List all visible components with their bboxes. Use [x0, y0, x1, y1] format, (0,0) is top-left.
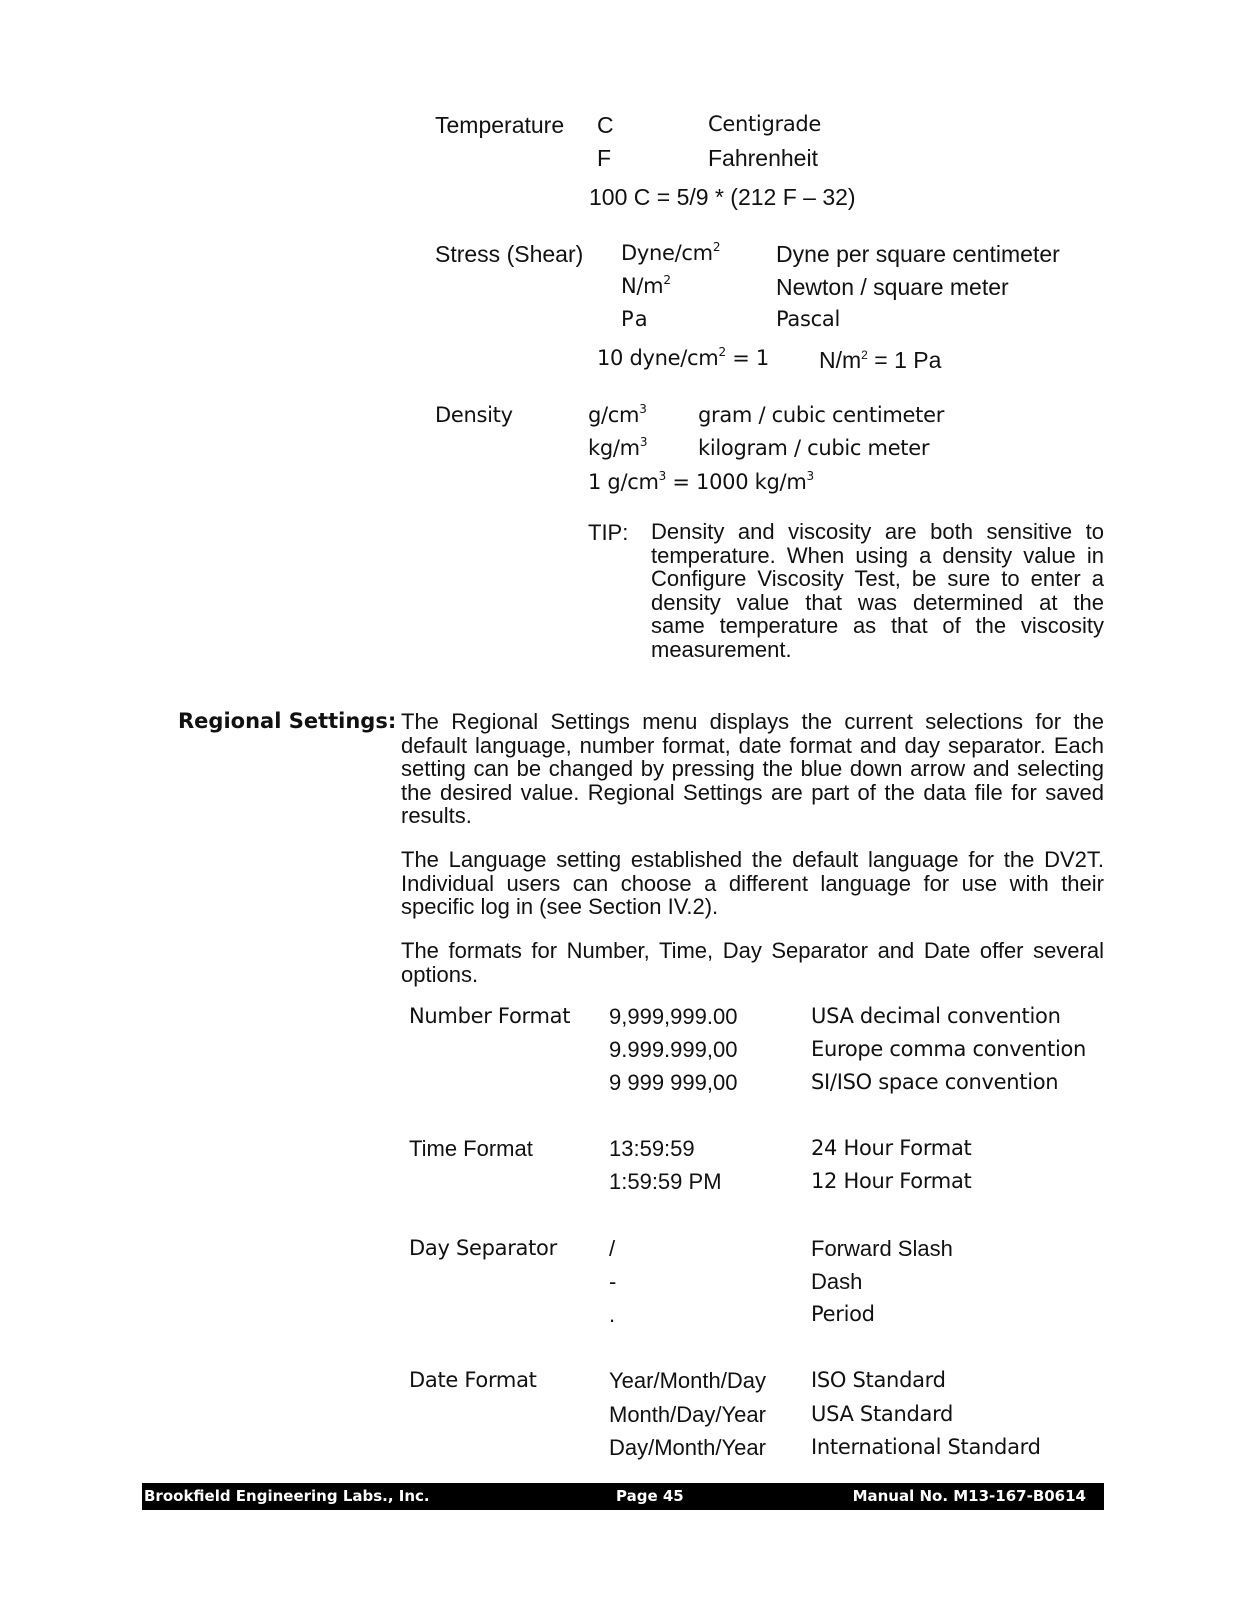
temperature-symbol-f: F [597, 145, 612, 171]
stress-unit-dyne: Dyne/$cm^2$ [621, 240, 721, 265]
number-format-desc: SI/ISO space convention [811, 1070, 1059, 1094]
day-separator-desc: Forward Slash [811, 1236, 953, 1261]
date-format-desc: ISO Standard [811, 1368, 946, 1392]
footer-manual-number: Manual No. M13-167-B0614 [852, 1487, 1086, 1505]
stress-formula-left: 10 dyne/$cm^2 = 1$ [597, 345, 769, 370]
number-format-value: 9.999.999,00 [609, 1037, 738, 1062]
tip-label: TIP: [588, 520, 629, 545]
stress-unit-nm: $N/m^2$ [621, 273, 671, 298]
stress-name-nm: Newton / square meter [776, 274, 1009, 300]
density-unit-kgm: $kg/m^3$ [588, 435, 648, 460]
day-separator-desc: Dash [811, 1269, 863, 1294]
time-format-desc: 12 Hour Format [811, 1169, 972, 1193]
temperature-name-f: Fahrenheit [708, 145, 818, 171]
temperature-label: Temperature [435, 112, 565, 138]
time-format-value: 13:59:59 [609, 1136, 695, 1161]
number-format-value: 9 999 999,00 [609, 1070, 738, 1095]
date-format-value: Day/Month/Year [609, 1435, 766, 1460]
day-separator-value: . [609, 1302, 616, 1327]
footer-company: Brookfield Engineering Labs., Inc. [144, 1487, 430, 1505]
date-format-desc: USA Standard [811, 1402, 954, 1426]
number-format-desc: Europe comma convention [811, 1037, 1087, 1061]
density-unit-gcm: $g/cm^3$ [588, 402, 647, 427]
day-separator-value: - [609, 1269, 617, 1294]
day-separator-desc: Period [811, 1302, 875, 1326]
regional-paragraph-1: The Regional Settings menu displays the current selections for the default language, number format, date format and day separator. Each setting can be changed by pressing the blue down arrow and selecting the desired value. Regional Settings are part of the data file for saved results. [401, 709, 1104, 829]
day-separator-label: Day Separator [409, 1236, 557, 1260]
date-format-value: Month/Day/Year [609, 1402, 766, 1427]
number-format-value: 9,999,999.00 [609, 1004, 738, 1029]
temperature-name-c: Centigrade [708, 112, 822, 136]
date-format-label: Date Format [409, 1368, 537, 1392]
temperature-symbol-c: C [597, 112, 614, 138]
regional-paragraph-2: The Language setting established the default language for the DV2T. Individual users can choose a different language for use with their specific log in (see Section IV.2). [401, 847, 1104, 920]
time-format-label: Time Format [409, 1136, 533, 1161]
stress-label: Stress (Shear) [435, 241, 584, 267]
stress-name-dyne: Dyne per square centimeter [776, 241, 1060, 267]
tip-text: Density and viscosity are both sensitive to temperature. When using a density value in Configure Viscosity Test, be sure to enter a density value that was determined at the same temperature as that of the viscosity measurement. [651, 519, 1104, 662]
density-name-kgm: kilogram / cubic meter [698, 436, 930, 460]
density-formula: 1 $g/cm^3 = 1000$ $kg/m^3$ [588, 469, 814, 494]
stress-formula-right: $N/m^2 = 1$ Pa [819, 347, 942, 373]
number-format-label: Number Format [409, 1004, 571, 1028]
time-format-value: 1:59:59 PM [609, 1169, 722, 1194]
number-format-desc: USA decimal convention [811, 1004, 1061, 1028]
footer-page-number: Page 45 [616, 1487, 684, 1505]
regional-settings-heading: Regional Settings: [178, 709, 397, 733]
regional-paragraph-3: The formats for Number, Time, Day Separator and Date offer several options. [401, 938, 1104, 987]
time-format-desc: 24 Hour Format [811, 1136, 972, 1160]
density-name-gcm: gram / cubic centimeter [698, 403, 945, 427]
page-footer [142, 1483, 1104, 1510]
temperature-formula: 100 C = 5/9 * (212 F – 32) [589, 184, 856, 210]
stress-name-pa: Pascal [776, 307, 840, 331]
date-format-desc: International Standard [811, 1435, 1041, 1459]
stress-unit-pa: Pa [621, 307, 650, 331]
density-label: Density [435, 403, 513, 427]
day-separator-value: / [609, 1236, 616, 1261]
date-format-value: Year/Month/Day [609, 1368, 766, 1393]
